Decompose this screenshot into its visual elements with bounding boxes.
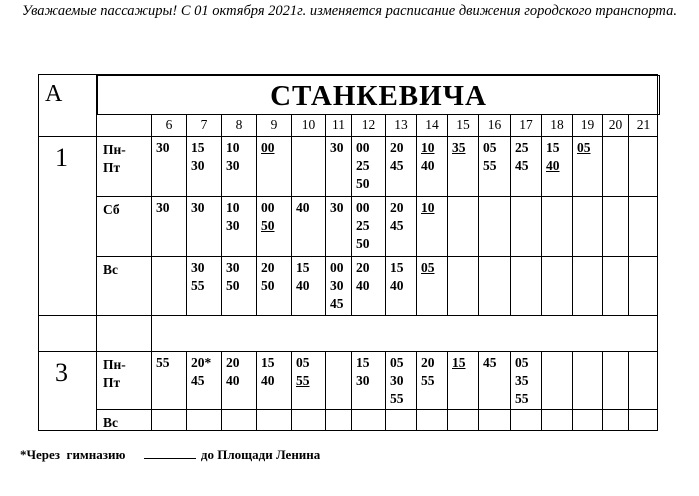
departure-minute: 30 <box>356 373 370 388</box>
departure-minute: 30 <box>156 200 170 215</box>
departure-cell <box>416 351 447 409</box>
departure-minute: 15 <box>191 140 205 155</box>
title-band <box>96 74 658 114</box>
departure-minute: 55 <box>421 373 435 388</box>
departure-cell <box>447 136 478 196</box>
departure-cell <box>325 196 351 256</box>
hour-header-16: 16 <box>478 114 510 136</box>
departure-cell <box>221 351 256 409</box>
departure-minute: 30 <box>191 260 205 275</box>
departure-minute: 40 <box>421 158 435 173</box>
separator-cell <box>96 315 151 351</box>
departure-cell <box>416 409 447 431</box>
departure-cell <box>541 136 572 196</box>
departure-cell <box>351 409 385 431</box>
route-letter: А <box>38 74 96 136</box>
departure-cell <box>628 136 658 196</box>
departure-cell <box>478 351 510 409</box>
departure-minute: 10 <box>226 140 240 155</box>
day-label: Вс <box>96 256 151 315</box>
departure-cell <box>256 256 291 315</box>
departure-minute: 15 <box>356 355 370 370</box>
departure-minute: 50 <box>356 176 370 191</box>
departure-minute: 40 <box>261 373 275 388</box>
departure-cell <box>602 136 628 196</box>
departure-minute: 45 <box>390 218 404 233</box>
notice-text: Уважаемые пассажиры! С 01 октября 2021г. изменяется расписание движения городского транспорта. <box>22 3 677 19</box>
departure-cell <box>291 136 325 196</box>
departure-cell <box>602 256 628 315</box>
departure-cell <box>221 196 256 256</box>
hour-header-10: 10 <box>291 114 325 136</box>
departure-minute: 45 <box>191 373 205 388</box>
separator-cell <box>151 315 658 351</box>
hour-header-15: 15 <box>447 114 478 136</box>
departure-minute: 15 <box>390 260 404 275</box>
departure-cell <box>221 409 256 431</box>
departure-minute: 30 <box>330 140 344 155</box>
departure-cell <box>541 196 572 256</box>
hour-label-blank <box>96 114 151 136</box>
departure-minute: 30 <box>191 158 205 173</box>
departure-minute: 25 <box>356 158 370 173</box>
departure-minute: 55 <box>191 278 205 293</box>
departure-minute: 55 <box>390 391 404 406</box>
departure-cell <box>541 351 572 409</box>
departure-cell <box>291 196 325 256</box>
departure-cell <box>572 409 602 431</box>
footnote-suffix: до Площади Ленина <box>200 447 321 462</box>
hour-header-13: 13 <box>385 114 416 136</box>
departure-cell <box>478 196 510 256</box>
departure-cell <box>385 409 416 431</box>
departure-minute: 00 <box>330 260 344 275</box>
hour-header-6: 6 <box>151 114 186 136</box>
stop-title: СТАНКЕВИЧА <box>97 75 660 115</box>
departure-cell <box>151 409 186 431</box>
departure-cell <box>291 256 325 315</box>
departure-cell <box>291 409 325 431</box>
footnote-blank-line <box>144 447 196 459</box>
departure-minute: 20 <box>226 355 240 370</box>
departure-cell <box>510 351 541 409</box>
departure-cell <box>351 136 385 196</box>
departure-minute: 00 <box>356 140 370 155</box>
departure-cell <box>186 196 221 256</box>
departure-cell <box>447 409 478 431</box>
hour-header-20: 20 <box>602 114 628 136</box>
departure-minute: 50 <box>356 236 370 251</box>
departure-minute: 50 <box>261 218 275 233</box>
departure-minute: 55 <box>156 355 170 370</box>
day-label: Пн- Пт <box>96 136 151 196</box>
departure-minute: 30 <box>390 373 404 388</box>
departure-minute: 40 <box>296 278 310 293</box>
departure-minute: 20 <box>356 260 370 275</box>
departure-cell <box>447 351 478 409</box>
departure-cell <box>628 256 658 315</box>
departure-cell <box>385 136 416 196</box>
footnote <box>20 447 320 463</box>
day-label: Сб <box>96 196 151 256</box>
departure-minute: 45 <box>515 158 529 173</box>
departure-minute: 05 <box>421 260 435 275</box>
departure-minute: 30 <box>226 158 240 173</box>
departure-cell <box>351 256 385 315</box>
route-number-3: 3 <box>38 351 96 431</box>
departure-minute: 00 <box>261 140 275 155</box>
departure-cell <box>572 256 602 315</box>
hour-header-19: 19 <box>572 114 602 136</box>
day-label: Пн- Пт <box>96 351 151 409</box>
departure-cell <box>291 351 325 409</box>
departure-cell <box>447 196 478 256</box>
departure-minute: 20 <box>421 355 435 370</box>
departure-minute: 45 <box>483 355 497 370</box>
departure-cell <box>416 256 447 315</box>
hour-header-7: 7 <box>186 114 221 136</box>
departure-cell <box>256 136 291 196</box>
departure-minute: 10 <box>421 140 435 155</box>
departure-minute: 30 <box>191 200 205 215</box>
departure-minute: 55 <box>483 158 497 173</box>
departure-cell <box>186 136 221 196</box>
departure-minute: 05 <box>577 140 591 155</box>
departure-cell <box>510 256 541 315</box>
departure-cell <box>351 196 385 256</box>
departure-cell <box>385 351 416 409</box>
departure-cell <box>541 409 572 431</box>
departure-minute: 55 <box>296 373 310 388</box>
hour-header-9: 9 <box>256 114 291 136</box>
departure-minute: 30 <box>226 260 240 275</box>
departure-minute: 40 <box>296 200 310 215</box>
departure-minute: 00 <box>261 200 275 215</box>
hour-header-8: 8 <box>221 114 256 136</box>
departure-minute: 40 <box>226 373 240 388</box>
departure-cell <box>541 256 572 315</box>
departure-cell <box>256 196 291 256</box>
departure-minute: 20 <box>390 140 404 155</box>
departure-cell <box>510 196 541 256</box>
departure-cell <box>628 351 658 409</box>
departure-minute: 05 <box>390 355 404 370</box>
departure-cell <box>628 196 658 256</box>
departure-cell <box>351 351 385 409</box>
departure-cell <box>151 136 186 196</box>
departure-minute: 45 <box>390 158 404 173</box>
departure-minute: 05 <box>296 355 310 370</box>
departure-minute: 40 <box>546 158 560 173</box>
departure-cell <box>510 136 541 196</box>
departure-cell <box>325 351 351 409</box>
departure-cell <box>325 136 351 196</box>
departure-cell <box>572 196 602 256</box>
departure-cell <box>416 196 447 256</box>
departure-minute: 30 <box>226 218 240 233</box>
departure-minute: 15 <box>452 355 466 370</box>
departure-cell <box>151 351 186 409</box>
departure-cell <box>186 256 221 315</box>
hour-header-17: 17 <box>510 114 541 136</box>
departure-minute: 50 <box>226 278 240 293</box>
departure-cell <box>325 256 351 315</box>
departure-minute: 25 <box>356 218 370 233</box>
separator-cell <box>38 315 96 351</box>
departure-cell <box>628 409 658 431</box>
footnote-prefix: *Через гимназию <box>20 447 126 462</box>
departure-minute: 20 <box>261 260 275 275</box>
day-label: Вс <box>96 409 151 431</box>
departure-cell <box>510 409 541 431</box>
departure-cell <box>447 256 478 315</box>
departure-minute: 35 <box>452 140 466 155</box>
departure-minute: 00 <box>356 200 370 215</box>
hour-header-18: 18 <box>541 114 572 136</box>
hour-header-11: 11 <box>325 114 351 136</box>
departure-cell <box>221 136 256 196</box>
departure-cell <box>478 409 510 431</box>
departure-cell <box>602 196 628 256</box>
hour-header-12: 12 <box>351 114 385 136</box>
departure-minute: 15 <box>261 355 275 370</box>
departure-minute: 40 <box>390 278 404 293</box>
departure-minute: 15 <box>296 260 310 275</box>
departure-cell <box>151 256 186 315</box>
departure-minute: 10 <box>421 200 435 215</box>
departure-cell <box>221 256 256 315</box>
departure-cell <box>256 351 291 409</box>
departure-minute: 10 <box>226 200 240 215</box>
departure-cell <box>385 196 416 256</box>
departure-cell <box>186 351 221 409</box>
departure-cell <box>572 351 602 409</box>
departure-cell <box>602 351 628 409</box>
departure-cell <box>325 409 351 431</box>
departure-minute: 45 <box>330 296 344 311</box>
departure-cell <box>572 136 602 196</box>
departure-minute: 05 <box>483 140 497 155</box>
hour-header-21: 21 <box>628 114 658 136</box>
departure-minute: 15 <box>546 140 560 155</box>
departure-cell <box>602 409 628 431</box>
departure-minute: 20 <box>390 200 404 215</box>
departure-minute: 50 <box>261 278 275 293</box>
departure-minute: 55 <box>515 391 529 406</box>
departure-minute: 05 <box>515 355 529 370</box>
departure-minute: 30 <box>330 278 344 293</box>
departure-minute: 35 <box>515 373 529 388</box>
departure-cell <box>478 136 510 196</box>
departure-minute: 25 <box>515 140 529 155</box>
departure-minute: 30 <box>156 140 170 155</box>
hour-header-14: 14 <box>416 114 447 136</box>
departure-minute: 20* <box>191 355 212 370</box>
departure-cell <box>478 256 510 315</box>
departure-cell <box>186 409 221 431</box>
departure-cell <box>385 256 416 315</box>
departure-cell <box>151 196 186 256</box>
departure-cell <box>256 409 291 431</box>
departure-cell <box>416 136 447 196</box>
departure-minute: 40 <box>356 278 370 293</box>
departure-minute: 30 <box>330 200 344 215</box>
route-number-1: 1 <box>38 136 96 315</box>
